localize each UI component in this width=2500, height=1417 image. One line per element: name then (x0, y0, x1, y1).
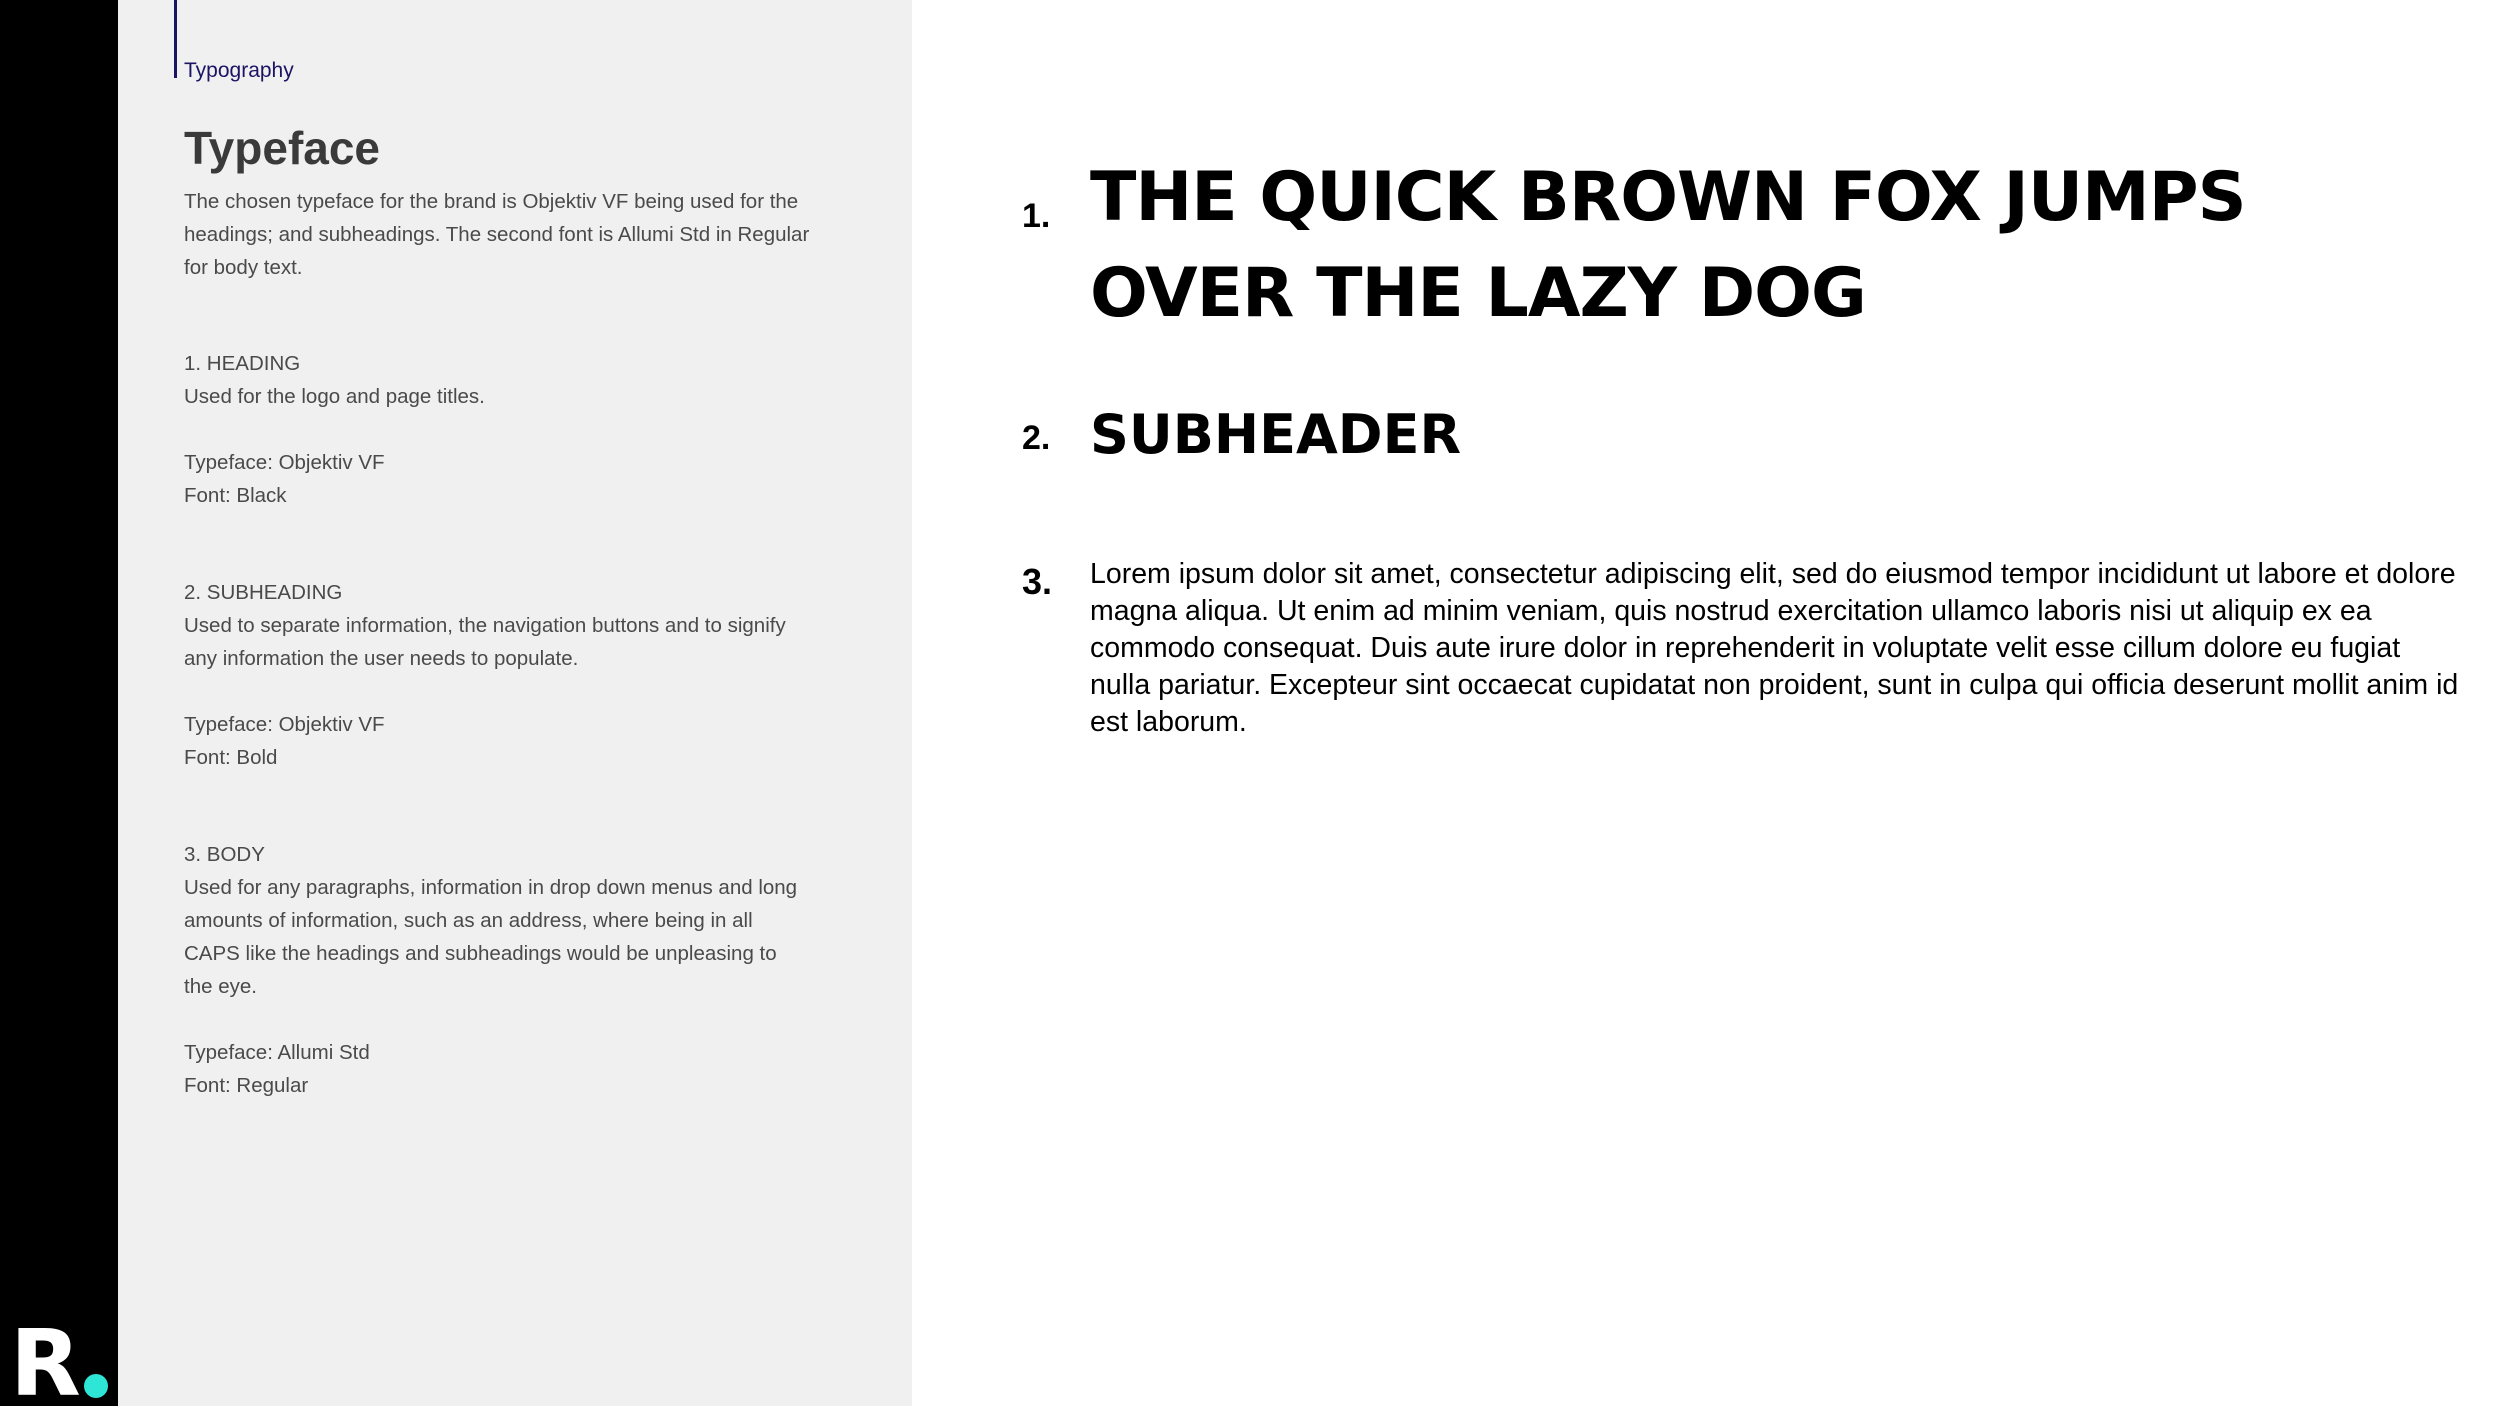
spec-description: Used to separate information, the navigation buttons and to signify any information the user needs to populate. (184, 614, 786, 670)
spec-font: Font: Regular (184, 1074, 309, 1097)
logo-letter: R (10, 1310, 81, 1417)
spec-typeface: Typeface: Objektiv VF (184, 713, 385, 736)
spec-title: 2. SUBHEADING (184, 581, 343, 604)
brand-logo[interactable] (10, 1310, 110, 1417)
spec-title: 1. HEADING (184, 352, 301, 375)
heading-sample: THE QUICK BROWN FOX JUMPS OVER THE LAZY DOG (1090, 158, 2246, 333)
spec-typeface: Typeface: Allumi Std (184, 1041, 370, 1064)
subheader-sample: SUBHEADER (1090, 403, 1462, 466)
body-text-sample: Lorem ipsum dolor sit amet, consectetur adipiscing elit, sed do eiusmod tempor incididunt ut labore et dolore magna aliqua. Ut enim ad minim veniam, quis nostrud exercitation ullamco laboris nisi ut aliquip ex ea commodo consequat. Duis aute irure dolor in reprehenderit in voluptate velit esse cillum dolore eu fugiat nulla pariatur. Excepteur sint occaecat cupidatat non proident, sunt in culpa qui officia deserunt mollit anim id est laborum. (1090, 558, 2459, 738)
left-sidebar (0, 0, 118, 1406)
spec-heading (184, 347, 804, 512)
logo-dot-icon (84, 1374, 108, 1398)
spec-typeface: Typeface: Objektiv VF (184, 451, 385, 474)
spec-description: Used for the logo and page titles. (184, 385, 485, 408)
sample-number-body: 3. (1022, 561, 1053, 602)
spec-body (184, 838, 804, 1102)
section-indicator-line (174, 0, 177, 78)
page-title: Typeface (184, 122, 381, 174)
sample-number-subheader: 2. (1022, 419, 1051, 457)
spec-title: 3. BODY (184, 843, 265, 866)
intro-text: The chosen typeface for the brand is Objektiv VF being used for the headings; and subheadings. The second font is Allumi Std in Regular for body text. (184, 190, 810, 279)
section-label: Typography (184, 59, 294, 82)
spec-font: Font: Bold (184, 746, 278, 769)
spec-font: Font: Black (184, 484, 287, 507)
spec-subheading (184, 576, 804, 774)
sample-number-heading: 1. (1022, 197, 1051, 235)
spec-description: Used for any paragraphs, information in drop down menus and long amounts of information, such as an address, where being in all CAPS like the headings and subheadings would be unpleasing to the eye. (184, 876, 798, 998)
